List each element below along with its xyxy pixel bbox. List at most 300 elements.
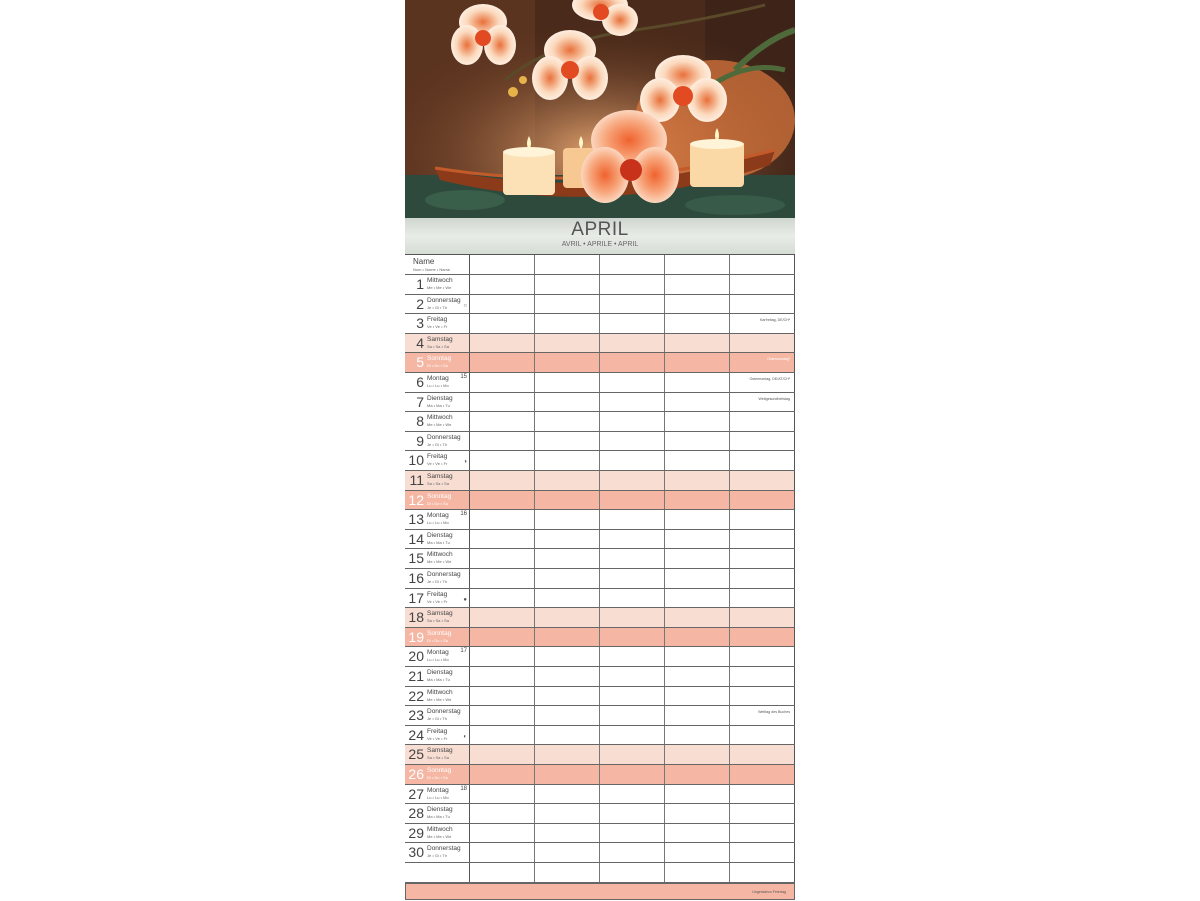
entry-cell[interactable] [730,432,795,451]
day-label-cell [405,295,470,314]
entry-cell[interactable] [470,726,535,745]
entry-cell[interactable] [730,687,795,706]
entry-cell[interactable] [730,843,795,862]
blank-row [405,863,795,883]
entry-cell[interactable] [470,549,535,568]
person-column-header[interactable] [730,255,795,274]
day-row [405,824,795,844]
weekday-name: Montag [427,649,449,657]
entry-cell[interactable] [470,530,535,549]
entry-cell[interactable] [600,589,665,608]
day-number: 21 [408,668,424,684]
calendar-grid [405,254,795,901]
weekday-translations: Ma • Ma • Tu [427,402,450,408]
weekday-translations: Me • Me • We [427,833,452,839]
entry-cell[interactable] [470,647,535,666]
day-row [405,843,795,863]
day-row [405,334,795,354]
day-row [405,549,795,569]
person-column-header[interactable] [470,255,535,274]
day-label-cell [405,451,470,470]
entry-cell[interactable] [730,863,795,882]
entry-cell[interactable] [470,785,535,804]
weekday-translations: Di • Do • Su [427,637,449,643]
entry-cell[interactable] [470,295,535,314]
entry-cell[interactable] [730,314,795,333]
entry-cell[interactable] [470,843,535,862]
entry-cell[interactable] [730,295,795,314]
entry-cell[interactable] [600,549,665,568]
entry-cell[interactable] [470,628,535,647]
weekday-translations: Lu • Lu • Mo [427,657,449,663]
entry-cell[interactable] [470,510,535,529]
weekday-name: Sonntag [427,629,452,637]
day-label-cell [405,510,470,529]
week-number: 18 [460,785,467,792]
day-label-cell [405,687,470,706]
entry-cell[interactable] [730,726,795,745]
day-row [405,451,795,471]
holiday-note: Ostermontag, DE/AT/CH¹ [749,377,790,381]
entry-cell[interactable] [665,471,730,490]
entry-cell[interactable] [600,412,665,431]
month-title: APRIL [571,219,629,240]
day-number: 12 [408,491,424,508]
entry-cell[interactable] [535,432,600,451]
weekday-name: Samstag [427,473,453,480]
day-number: 24 [408,726,424,743]
entry-cell[interactable] [665,530,730,549]
entry-cell[interactable] [665,628,730,647]
entry-cell[interactable] [470,706,535,725]
entry-cell[interactable] [535,275,600,294]
day-row [405,510,795,530]
day-label-cell [405,530,470,549]
entry-cell[interactable] [665,432,730,451]
entry-cell[interactable] [665,804,730,823]
entry-cell[interactable] [470,491,535,510]
day-label-cell [405,393,470,412]
entry-cell[interactable] [535,549,600,568]
entry-cell[interactable] [730,412,795,431]
entry-cell[interactable] [665,706,730,725]
entry-cell[interactable] [600,314,665,333]
day-row [405,608,795,628]
week-number: 16 [460,511,467,518]
entry-cell[interactable] [600,432,665,451]
entry-cell[interactable] [665,314,730,333]
entry-cell[interactable] [730,706,795,725]
day-number: 30 [408,844,424,861]
weekday-translations: Di • Do • Su [427,500,449,506]
entry-cell[interactable] [600,275,665,294]
day-label-cell [405,785,470,804]
blank-label-cell [405,863,470,882]
entry-cell[interactable] [600,765,665,784]
day-row [405,569,795,589]
weekday-translations: Ma • Ma • Tu [427,677,450,682]
entry-cell[interactable] [600,706,665,725]
weekday-translations: Lu • Lu • Mo [427,383,449,388]
weekday-translations: Di • Do • Su [427,775,449,780]
weekday-name: Montag [427,375,449,382]
day-label-cell [405,628,470,647]
weekday-name: Donnerstag [427,296,461,304]
entry-cell[interactable] [600,334,665,353]
weekday-translations: Je • Gi • Th [427,304,448,310]
day-label-cell [405,706,470,725]
entry-cell[interactable] [600,647,665,666]
moon-phase-icon: ◑ [463,459,467,466]
entry-cell[interactable] [535,863,600,882]
day-row [405,353,795,373]
day-number: 18 [408,609,424,626]
entry-cell[interactable] [535,530,600,549]
day-row [405,726,795,746]
entry-cell[interactable] [600,393,665,412]
entry-cell[interactable] [535,667,600,686]
person-column-header[interactable] [600,255,665,274]
entry-cell[interactable] [730,471,795,490]
weekday-name: Donnerstag [427,571,461,578]
entry-cell[interactable] [730,647,795,666]
entry-cell[interactable] [470,608,535,627]
month-title-band [405,218,795,254]
entry-cell[interactable] [470,589,535,608]
weekday-name: Dienstag [427,669,453,676]
day-label-cell [405,765,470,784]
day-number: 29 [408,824,424,841]
day-label-cell [405,491,470,510]
day-label-cell [405,726,470,745]
entry-cell[interactable] [470,569,535,588]
entry-cell[interactable] [470,353,535,372]
entry-cell[interactable] [600,373,665,392]
entry-cell[interactable] [535,706,600,725]
day-row [405,706,795,726]
entry-cell[interactable] [600,569,665,588]
day-number: 27 [408,785,424,802]
entry-cell[interactable] [665,373,730,392]
day-row [405,667,795,687]
entry-cell[interactable] [665,589,730,608]
entry-cell[interactable] [665,510,730,529]
day-number: 4 [416,334,424,351]
entry-cell[interactable] [665,667,730,686]
day-label-cell [405,314,470,333]
weekday-translations: Je • Gi • Th [427,853,448,859]
day-number: 9 [416,432,424,449]
day-number: 10 [408,452,424,469]
entry-cell[interactable] [470,804,535,823]
entry-cell[interactable] [665,745,730,764]
day-number: 20 [408,648,424,665]
entry-cell[interactable] [600,295,665,314]
entry-cell[interactable] [535,785,600,804]
entry-cell[interactable] [470,863,535,882]
entry-cell[interactable] [535,334,600,353]
entry-cell[interactable] [665,393,730,412]
weekday-translations: Ve • Ve • Fr [427,324,448,330]
weekday-translations: Ve • Ve • Fr [427,598,448,604]
entry-cell[interactable] [470,451,535,470]
calendar-page [405,0,795,900]
day-label-cell [405,549,470,568]
entry-cell[interactable] [665,726,730,745]
entry-cell[interactable] [470,667,535,686]
entry-cell[interactable] [730,824,795,843]
weekday-translations: Ma • Ma • Tu [427,814,450,820]
moon-phase-icon: ◐ [463,733,467,740]
entry-cell[interactable] [535,412,600,431]
day-number: 1 [416,276,424,292]
entry-cell[interactable] [535,589,600,608]
holiday-note: Ostersonntag¹ [767,357,790,362]
entry-cell[interactable] [535,687,600,706]
day-label-cell [405,471,470,490]
day-row [405,393,795,413]
entry-cell[interactable] [665,491,730,510]
day-row [405,412,795,432]
entry-cell[interactable] [730,628,795,647]
entry-cell[interactable] [600,530,665,549]
holiday-note: Weltgesundheitstag [758,396,790,401]
entry-cell[interactable] [665,353,730,372]
entry-cell[interactable] [600,785,665,804]
entry-cell[interactable] [470,765,535,784]
entry-cell[interactable] [730,393,795,412]
weekday-name: Mittwoch [427,825,453,833]
day-label-cell [405,432,470,451]
entry-cell[interactable] [535,393,600,412]
orchid-candle-photo [405,0,795,218]
day-row [405,785,795,805]
entry-cell[interactable] [470,745,535,764]
entry-cell[interactable] [600,608,665,627]
entry-cell[interactable] [665,824,730,843]
entry-cell[interactable] [470,275,535,294]
weekday-name: Dienstag [427,806,453,814]
weekday-name: Samstag [427,335,453,343]
entry-cell[interactable] [730,785,795,804]
day-number: 5 [416,354,424,371]
entry-cell[interactable] [730,334,795,353]
holiday-note: Welttag des Buches [758,710,790,715]
entry-cell[interactable] [730,608,795,627]
day-label-cell [405,275,470,294]
day-row [405,471,795,491]
entry-cell[interactable] [730,589,795,608]
entry-cell[interactable] [535,295,600,314]
day-label-cell [405,608,470,627]
weekday-name: Donnerstag [427,708,461,716]
day-label-cell [405,589,470,608]
entry-cell[interactable] [470,412,535,431]
day-label-cell [405,373,470,392]
weekday-translations: Lu • Lu • Mo [427,794,449,800]
entry-cell[interactable] [470,334,535,353]
day-number: 22 [408,687,424,704]
entry-cell[interactable] [665,334,730,353]
entry-cell[interactable] [730,745,795,764]
entry-cell[interactable] [730,569,795,588]
day-number: 6 [416,374,424,390]
entry-cell[interactable] [600,804,665,823]
weekday-translations: Je • Gi • Th [427,441,448,447]
day-number: 28 [408,805,424,822]
entry-cell[interactable] [730,451,795,470]
weekday-translations: Me • Me • We [427,559,452,565]
entry-cell[interactable] [535,745,600,764]
weekday-name: Mittwoch [427,688,453,696]
entry-cell[interactable] [535,726,600,745]
day-number: 15 [408,550,424,567]
entry-cell[interactable] [535,569,600,588]
entry-cell[interactable] [730,510,795,529]
entry-cell[interactable] [730,353,795,372]
weekday-name: Samstag [427,610,453,618]
entry-cell[interactable] [665,647,730,666]
entry-cell[interactable] [600,491,665,510]
entry-cell[interactable] [535,824,600,843]
entry-cell[interactable] [535,471,600,490]
entry-cell[interactable] [665,687,730,706]
entry-cell[interactable] [470,314,535,333]
day-row [405,275,795,295]
day-number: 3 [416,315,424,332]
day-number: 17 [408,589,424,606]
entry-cell[interactable] [535,765,600,784]
entry-cell[interactable] [730,373,795,392]
entry-cell[interactable] [665,412,730,431]
entry-cell[interactable] [665,451,730,470]
day-label-cell [405,745,470,764]
entry-cell[interactable] [665,785,730,804]
weekday-translations: Lu • Lu • Mo [427,520,449,526]
entry-cell[interactable] [535,608,600,627]
day-label-cell [405,569,470,588]
entry-cell[interactable] [600,451,665,470]
day-row [405,765,795,785]
day-row [405,373,795,393]
entry-cell[interactable] [600,824,665,843]
entry-cell[interactable] [665,843,730,862]
footer-band [405,883,795,900]
weekday-translations: Sa • Sa • Sa [427,343,449,349]
entry-cell[interactable] [665,295,730,314]
entry-cell[interactable] [730,804,795,823]
day-row [405,687,795,707]
entry-cell[interactable] [470,687,535,706]
weekday-name: Montag [427,786,449,794]
entry-cell[interactable] [665,608,730,627]
entry-cell[interactable] [730,491,795,510]
weekday-name: Dienstag [427,531,453,539]
entry-cell[interactable] [600,510,665,529]
weekday-translations: Ve • Ve • Fr [427,461,448,467]
entry-cell[interactable] [470,824,535,843]
entry-cell[interactable] [665,863,730,882]
entry-cell[interactable] [665,275,730,294]
person-column-header[interactable] [535,255,600,274]
entry-cell[interactable] [600,353,665,372]
day-label-cell [405,647,470,666]
weekday-translations: Je • Gi • Th [427,716,448,722]
holiday-note: Karfreitag, DE/CH¹ [760,318,790,323]
weekday-name: Sonntag [427,767,452,774]
entry-cell[interactable] [600,726,665,745]
person-column-header[interactable] [665,255,730,274]
day-number: 11 [409,472,424,488]
entry-cell[interactable] [730,275,795,294]
week-number: 15 [460,374,467,380]
entry-cell[interactable] [535,373,600,392]
entry-cell[interactable] [535,491,600,510]
entry-cell[interactable] [470,373,535,392]
weekday-name: Montag [427,512,449,520]
entry-cell[interactable] [600,628,665,647]
day-number: 2 [416,295,424,312]
weekday-translations: Ma • Ma • Tu [427,539,450,545]
entry-cell[interactable] [665,765,730,784]
entry-cell[interactable] [535,843,600,862]
entry-cell[interactable] [730,667,795,686]
entry-cell[interactable] [535,510,600,529]
name-header-row [405,255,795,275]
entry-cell[interactable] [600,745,665,764]
entry-cell[interactable] [535,628,600,647]
day-row [405,628,795,648]
day-row [405,745,795,765]
weekday-name: Samstag [427,747,453,755]
weekday-translations: Me • Me • We [427,696,452,702]
entry-cell[interactable] [600,667,665,686]
entry-cell[interactable] [730,549,795,568]
day-row [405,804,795,824]
entry-cell[interactable] [665,549,730,568]
day-row [405,647,795,667]
entry-cell[interactable] [535,353,600,372]
footer-note: Ungeradezu Feiertag [752,889,786,894]
entry-cell[interactable] [665,569,730,588]
day-number: 13 [408,511,424,528]
day-label-cell [405,843,470,862]
entry-cell[interactable] [600,471,665,490]
weekday-name: Mittwoch [427,414,453,422]
day-number: 16 [408,570,424,586]
entry-cell[interactable] [470,471,535,490]
month-translations: AVRIL • APRILE • APRIL [561,241,639,248]
entry-cell[interactable] [535,647,600,666]
weekday-translations: Di • Do • Su [427,363,449,369]
entry-cell[interactable] [535,451,600,470]
entry-cell[interactable] [535,314,600,333]
entry-cell[interactable] [730,530,795,549]
entry-cell[interactable] [470,432,535,451]
day-label-cell [405,334,470,353]
weekday-translations: Je • Gi • Th [427,579,448,584]
weekday-name: Donnerstag [427,845,461,853]
day-number: 19 [408,628,424,645]
entry-cell[interactable] [535,804,600,823]
entry-cell[interactable] [470,393,535,412]
entry-cell[interactable] [600,863,665,882]
entry-cell[interactable] [600,687,665,706]
entry-cell[interactable] [600,843,665,862]
weekday-name: Mittwoch [427,551,453,559]
weekday-name: Freitag [427,727,448,735]
entry-cell[interactable] [730,765,795,784]
